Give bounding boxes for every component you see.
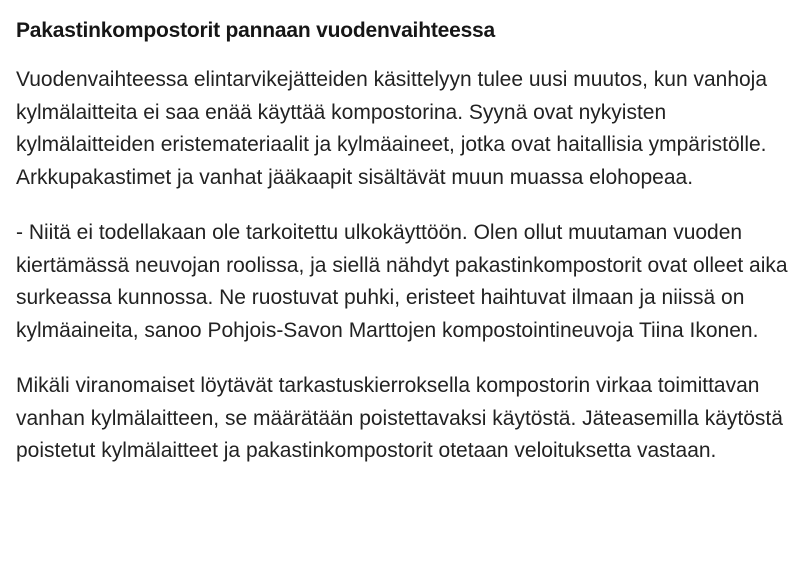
article-paragraph: Vuodenvaihteessa elintarvikejätteiden käsittelyyn tulee uusi muutos, kun vanhoja kylmälaitteita ei saa enää käyttää kompostorina. Syynä ovat nykyisten kylmälaitteiden eristemateriaalit ja kylmäaineet, jotka ovat haitallisia ympäristölle. Arkkupakastimet ja vanhat jääkaapit sisältävät muun muassa elohopeaa. (16, 68, 768, 189)
article (16, 14, 800, 491)
article-body (16, 64, 800, 468)
article-headline: Pakastinkompostorit pannaan vuodenvaihteessa (16, 19, 496, 42)
article-paragraph: - Niitä ei todellakaan ole tarkoitettu ulkokäyttöön. Olen ollut muutaman vuoden kiertämässä neuvojan roolissa, ja siellä nähdyt pakastinkompostorit ovat olleet aika surkeassa kunnossa. Ne ruostuvat puhki, eristeet haihtuvat ilmaan ja niissä on kylmäaineita, sanoo Pohjois-Savon Marttojen kompostointineuvoja Tiina Ikonen. (16, 221, 788, 342)
article-paragraph: Mikäli viranomaiset löytävät tarkastuskierroksella kompostorin virkaa toimittavan vanhan kylmälaitteen, se määrätään poistettavaksi käytöstä. Jäteasemilla käytöstä poistetut kylmälaitteet ja pakastinkompostorit otetaan veloituksetta vastaan. (16, 374, 783, 462)
